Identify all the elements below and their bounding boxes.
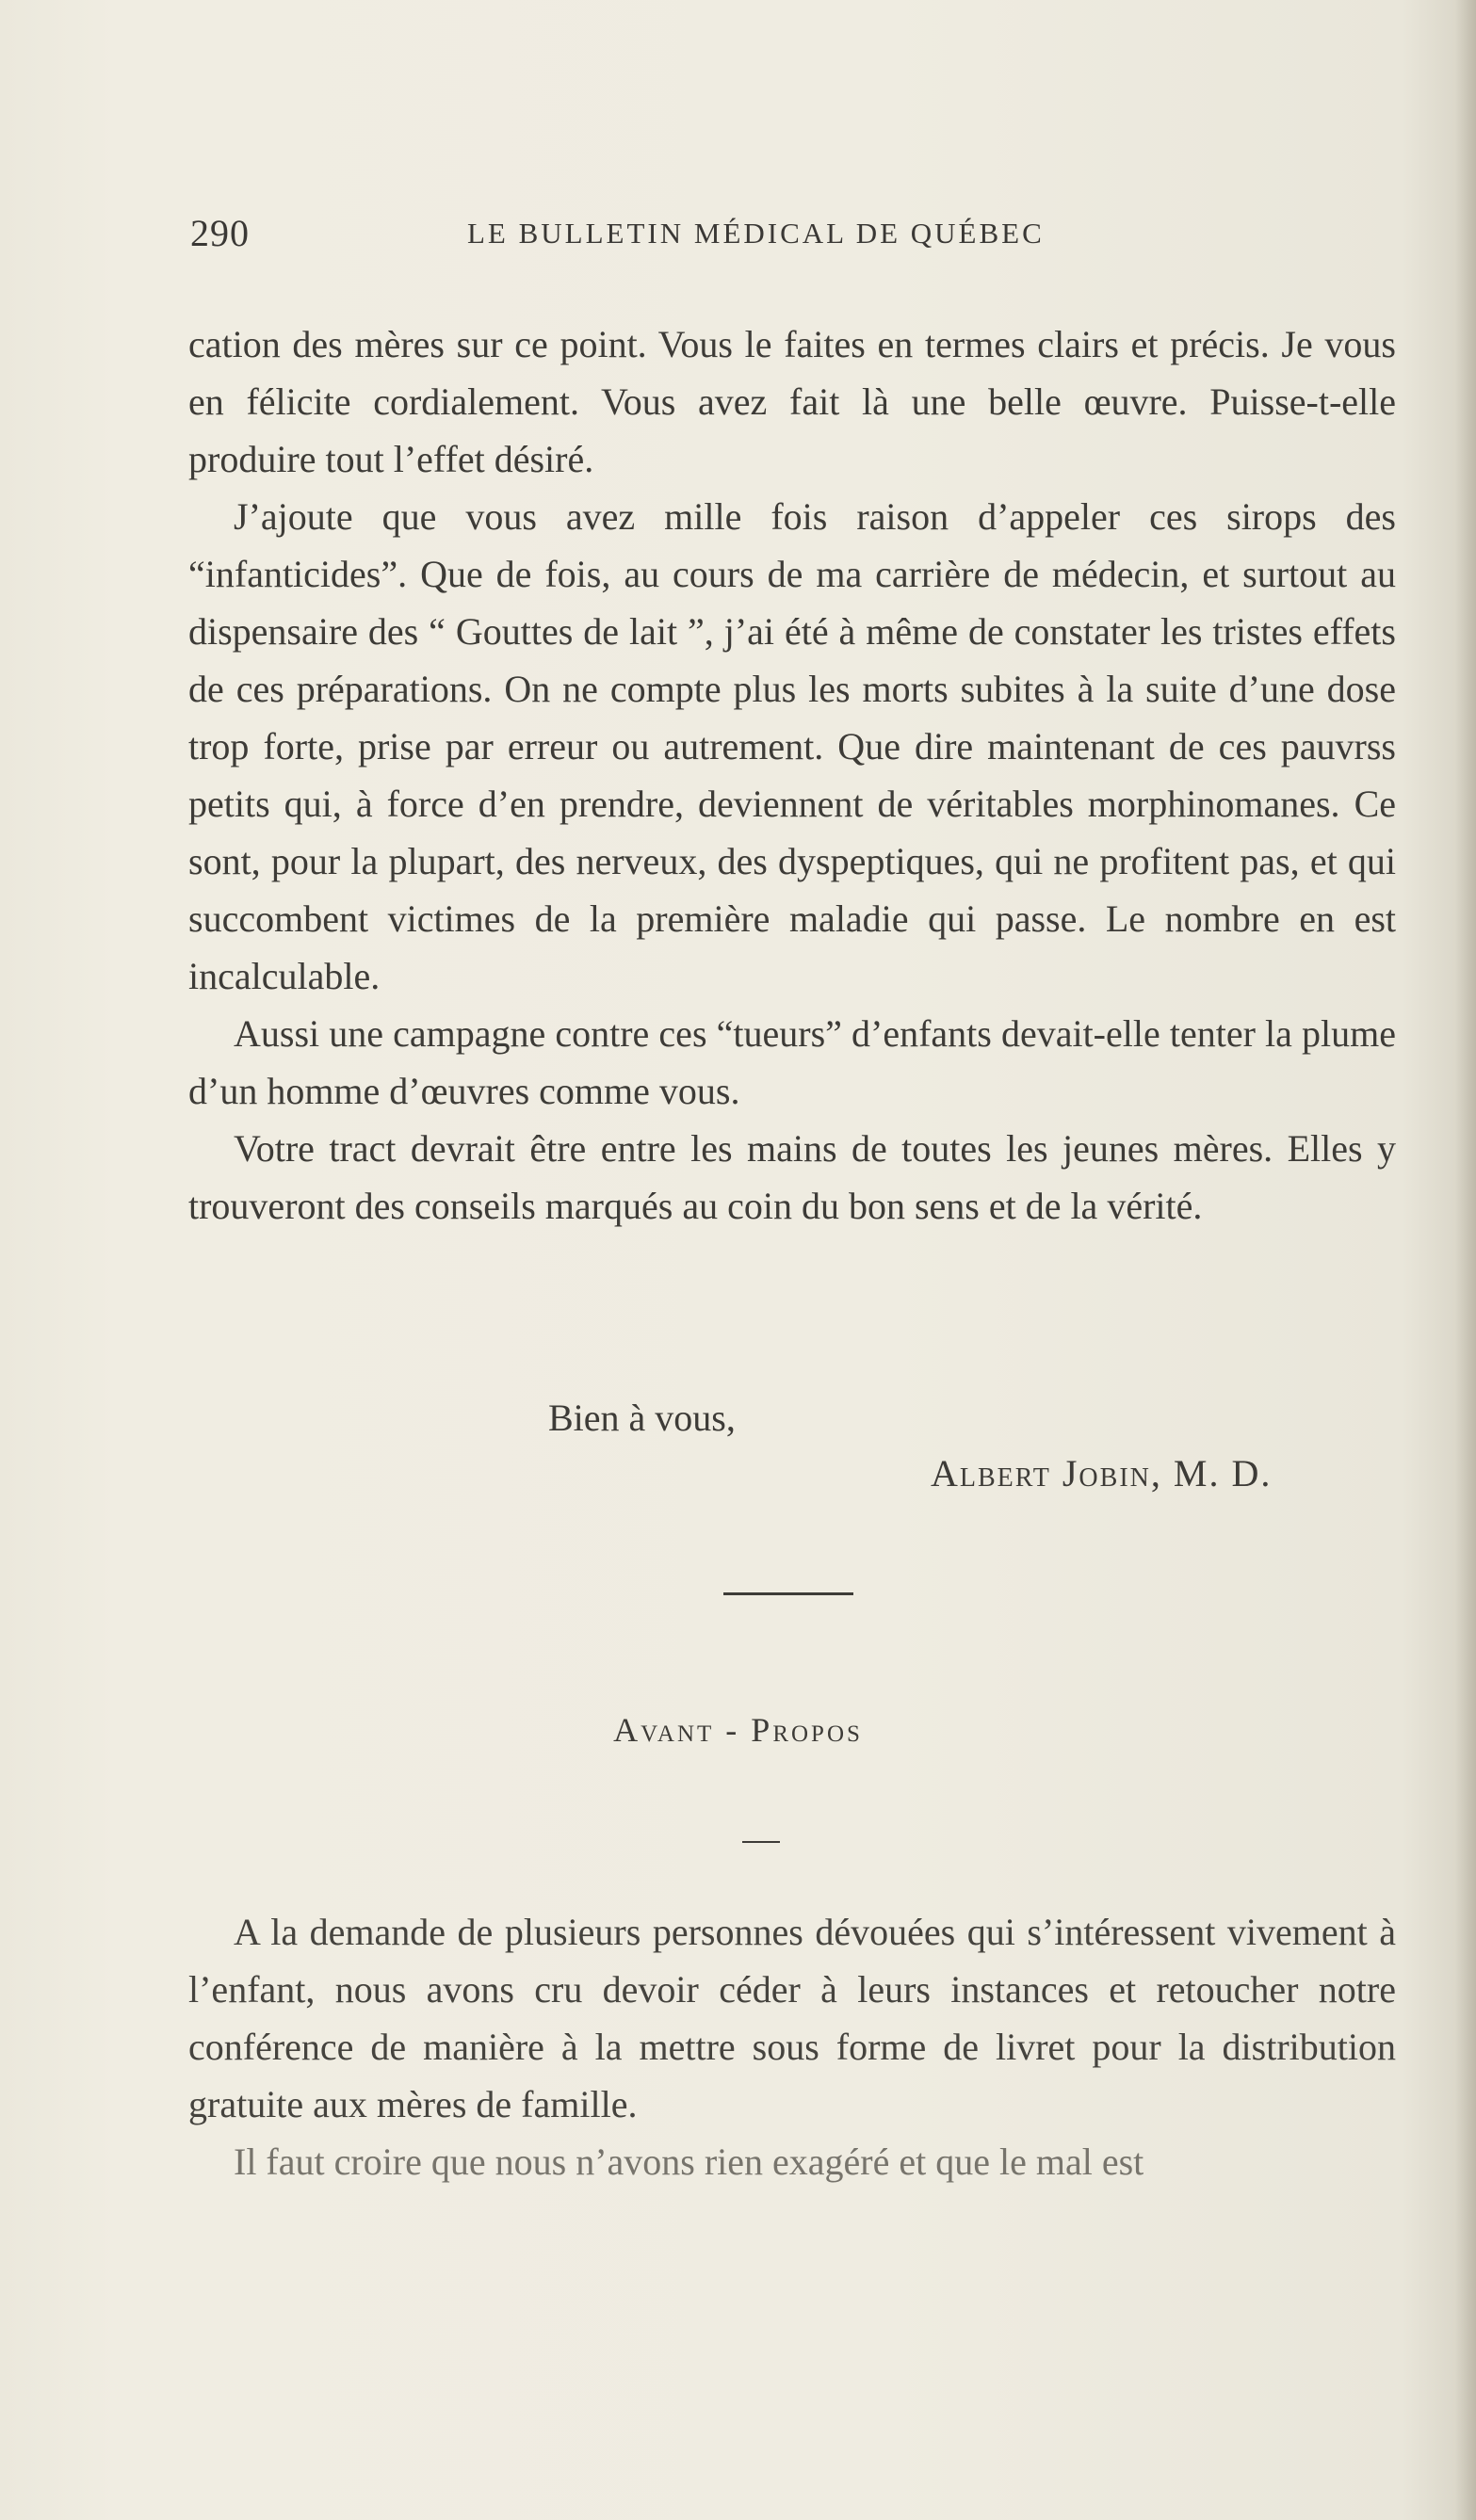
section-paragraph: A la demande de plusieurs personnes dévouées qui s’intéressent vivement à l’enfant, nous avons cru devoir céder à leurs instances et retoucher notre conférence de manière à la mettre sous forme de livret pour la distribution gratuite aux mères de famille.	[188, 1911, 1396, 2125]
section-divider	[723, 1592, 853, 1595]
letter-paragraph: J’ajoute que vous avez mille fois raison d’appeler ces sirops des “infanticides”. Que de fois, au cours de ma carrière de médecin, et surtout au dispensaire des “ Gouttes de lait ”, j’ai été à même de constater les tristes effets de ces préparations. On ne compte plus les morts subites à la suite d’une dose trop forte, prise par erreur ou autrement. Que dire maintenant de ces pauvrss petits qui, à force d’en prendre, deviennent de véritables morphinomanes. Ce sont, pour la plupart, des nerveux, des dyspeptiques, qui ne profitent pas, et qui succombent victimes de la première maladie qui passe. Le nombre en est incalculable.	[188, 495, 1396, 997]
running-header	[190, 211, 1132, 258]
page-edge-shadow	[1455, 0, 1476, 2520]
letter-body	[188, 315, 1396, 1235]
section-title: Avant - Propos	[613, 1711, 863, 1749]
page-number: 290	[190, 212, 250, 254]
letter-closing: Bien à vous,	[548, 1397, 736, 1439]
letter-paragraph: cation des mères sur ce point. Vous le faites en termes clairs et précis. Je vous en félicite cordialement. Vous avez fait là une belle œuvre. Puisse-t-elle produire tout l’effet désiré.	[188, 323, 1396, 480]
title-rule	[742, 1841, 780, 1843]
letter-paragraph: Votre tract devrait être entre les mains de toutes les jeunes mères. Elles y trouveront des conseils marqués au coin du bon sens et de la vérité.	[188, 1127, 1396, 1227]
letter-signature: Albert Jobin, M. D.	[931, 1452, 1273, 1494]
letter-paragraph: Aussi une campagne contre ces “tueurs” d’enfants devait-elle tenter la plume d’un homme d’œuvres comme vous.	[188, 1012, 1396, 1112]
section-paragraph: Il faut croire que nous n’avons rien exagéré et que le mal est	[234, 2140, 1144, 2183]
section-body	[188, 1903, 1396, 2190]
running-title: LE BULLETIN MÉDICAL DE QUÉBEC	[467, 217, 1045, 250]
